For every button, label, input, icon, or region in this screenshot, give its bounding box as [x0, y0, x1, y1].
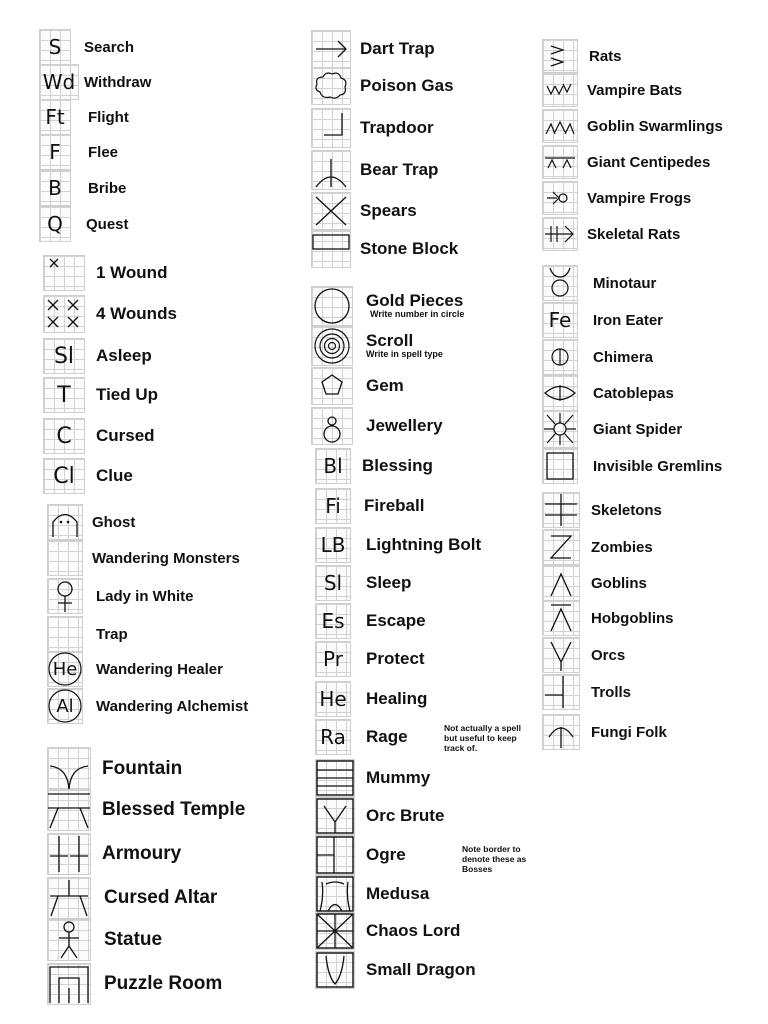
- key-row-4-wounds: [44, 296, 177, 332]
- key-row-fireball: [316, 489, 424, 523]
- key-row-bribe: [40, 171, 126, 205]
- key-row-skeletons: [543, 493, 662, 527]
- hobgoblins-icon: [543, 601, 579, 635]
- key-row-hobgoblins: [543, 601, 674, 635]
- rage-note: Not actually a spell but useful to keep track of.: [444, 723, 521, 753]
- label-scroll: Scroll: [366, 331, 414, 351]
- symbol-cell blank-grid: [48, 617, 82, 651]
- label-trolls: Trolls: [591, 683, 632, 701]
- skel-rats-icon: [543, 218, 577, 250]
- symbol-text: Wd: [42, 70, 76, 94]
- label-statue: Statue: [104, 929, 163, 950]
- dart-icon: [312, 31, 350, 67]
- symbol-cell: [44, 256, 84, 290]
- symbol-cell: [316, 528, 350, 562]
- temple-icon: [48, 790, 90, 830]
- label-armoury: Armoury: [102, 843, 182, 864]
- key-row-rats: [543, 40, 622, 72]
- symbol-cell: [44, 378, 84, 412]
- symbol-cell blank-grid: [48, 541, 82, 575]
- key-row-wandering-alchemist: [48, 689, 248, 723]
- key-row-blessed-temple: [48, 790, 245, 830]
- chimera-icon: [543, 340, 577, 374]
- symbol-cell: [543, 40, 577, 72]
- key-row-gem: [312, 368, 404, 404]
- key-row-minotaur: [543, 266, 656, 300]
- label-ghost: Ghost: [92, 513, 136, 531]
- label-giant-centipedes: Giant Centipedes: [587, 153, 711, 171]
- key-row-vampire-bats: [543, 74, 682, 106]
- symbol-cell: [44, 419, 84, 453]
- key-row-1-wound: [44, 256, 167, 290]
- symbol-cell: [316, 798, 354, 834]
- symbol-cell: [312, 408, 352, 444]
- key-row-protect: [316, 642, 425, 676]
- label-hobgoblins: Hobgoblins: [591, 609, 674, 627]
- label-zombies: Zombies: [591, 538, 653, 556]
- key-row-dart-trap: [312, 31, 435, 67]
- square-icon: [543, 449, 577, 483]
- symbol-cell: [316, 566, 350, 600]
- label-protect: Protect: [366, 649, 425, 668]
- swarm-icon: [543, 110, 577, 142]
- label-healing: Healing: [366, 689, 428, 708]
- symbol-cell: [312, 68, 350, 104]
- symbol-cell: [316, 913, 354, 949]
- symbol-cell: [312, 193, 350, 229]
- key-row-cursed: [44, 419, 155, 453]
- key-row-escape: [316, 604, 426, 638]
- symbol-cell: [543, 566, 579, 600]
- symbol-cell: [312, 231, 350, 267]
- key-row-flee: [40, 135, 118, 169]
- key-row-asleep: [44, 339, 152, 373]
- x-icon: [44, 256, 84, 290]
- key-row-withdraw: [40, 65, 151, 99]
- key-row-medusa: [316, 876, 429, 912]
- label-4-wounds: 4 Wounds: [96, 304, 177, 323]
- symbol-cell: [316, 682, 350, 716]
- dragon-icon: [316, 952, 354, 988]
- symbol-cell: [40, 171, 70, 205]
- trolls-icon: [543, 675, 579, 709]
- symbol-text: S: [48, 35, 62, 59]
- label-bear-trap: Bear Trap: [360, 160, 439, 179]
- label-1-wound: 1 Wound: [96, 263, 168, 282]
- symbol-cell: [316, 952, 354, 988]
- minotaur-icon: [543, 266, 577, 300]
- key-row-goblins: [543, 566, 647, 600]
- symbol-cell: [543, 411, 577, 447]
- key-row-catoblepas: [543, 376, 674, 410]
- scroll-label-group: [366, 332, 443, 359]
- key-row-jewellery: [312, 408, 443, 444]
- key-row-wandering-monsters: [48, 541, 240, 575]
- symbol-cell: [316, 449, 350, 483]
- key-row-sleep: [316, 566, 411, 600]
- symbol-cell: [48, 505, 82, 539]
- symbol-cell: [316, 720, 350, 754]
- label-orcs: Orcs: [591, 646, 626, 664]
- goblins-icon: [543, 566, 579, 600]
- label-bribe: Bribe: [88, 179, 127, 197]
- symbol-text: Ft: [45, 105, 65, 129]
- female-icon: [48, 579, 82, 613]
- key-row-fungi-folk: [543, 715, 667, 749]
- note-gold-pieces: Write number in circle: [370, 309, 465, 320]
- key-row-statue: [48, 920, 162, 960]
- label-asleep: Asleep: [96, 346, 152, 365]
- gem-icon: [312, 368, 352, 404]
- key-row-iron-eater: [543, 303, 663, 337]
- label-wandering-alchemist: Wandering Alchemist: [96, 697, 249, 715]
- symbol-cell: [543, 110, 577, 142]
- symbol-cell: [543, 493, 579, 527]
- key-row-small-dragon: [316, 952, 476, 988]
- trapdoor-icon: [312, 109, 350, 147]
- spiral-icon: [312, 327, 352, 365]
- symbol-cell: [44, 296, 84, 332]
- key-row-flight: [40, 100, 129, 134]
- block-icon: [312, 231, 350, 267]
- label-clue: Clue: [96, 466, 133, 485]
- symbol-cell: [48, 878, 90, 918]
- ghost-icon: [48, 505, 82, 539]
- key-row-mummy: [316, 760, 430, 796]
- statue-icon: [48, 920, 90, 960]
- label-goblins: Goblins: [591, 574, 647, 592]
- label-cursed-altar: Cursed Altar: [104, 887, 218, 908]
- label-fireball: Fireball: [364, 496, 425, 515]
- label-vampire-frogs: Vampire Frogs: [587, 189, 692, 207]
- key-row-ghost: [48, 505, 135, 539]
- circle-icon: [312, 287, 352, 325]
- label-ogre: Ogre: [366, 845, 406, 864]
- symbol-cell: [48, 834, 90, 874]
- chaos-icon: [316, 913, 354, 949]
- key-row-poison-gas: [312, 68, 454, 104]
- symbol-cell: [543, 146, 577, 178]
- label-withdraw: Withdraw: [84, 73, 152, 91]
- label-vampire-bats: Vampire Bats: [587, 81, 683, 99]
- key-row-wandering-healer: [48, 652, 223, 686]
- key-row-trolls: [543, 675, 631, 709]
- label-giant-spider: Giant Spider: [593, 420, 683, 438]
- label-small-dragon: Small Dragon: [366, 960, 476, 979]
- altar-icon: [48, 878, 90, 918]
- label-orc-brute: Orc Brute: [366, 806, 445, 825]
- label-sleep: Sleep: [366, 573, 412, 592]
- key-row-rage: [316, 720, 408, 754]
- key-row-orcs: [543, 638, 625, 672]
- rats-icon: [543, 40, 577, 72]
- symbol-text: F: [49, 140, 61, 164]
- symbol-cell: [312, 31, 350, 67]
- label-cursed: Cursed: [96, 426, 155, 445]
- key-row-trapdoor: [312, 109, 434, 147]
- symbol-cell: [316, 876, 354, 912]
- label-poison-gas: Poison Gas: [360, 76, 454, 95]
- label-lady-in-white: Lady in White: [96, 587, 194, 605]
- symbol-cell: [40, 65, 78, 99]
- key-row-vampire-frogs: [543, 182, 691, 214]
- key-row-skeletal-rats: [543, 218, 680, 250]
- symbol-text: Fe: [548, 308, 572, 332]
- medusa-icon: [316, 876, 354, 912]
- label-invisible-gremlins: Invisible Gremlins: [593, 457, 723, 475]
- symbol-cell: [543, 449, 577, 483]
- key-row-chimera: [543, 340, 653, 374]
- symbol-cell: [316, 604, 350, 638]
- label-flee: Flee: [88, 143, 119, 161]
- symbol-cell: [40, 207, 70, 241]
- symbol-cell: [543, 303, 577, 337]
- label-chaos-lord: Chaos Lord: [366, 921, 461, 940]
- symbol-cell: [48, 579, 82, 613]
- key-row-bear-trap: [312, 151, 438, 189]
- key-row-orc-brute: [316, 798, 444, 834]
- label-skeletal-rats: Skeletal Rats: [587, 225, 681, 243]
- note-scroll: Write in spell type: [366, 349, 443, 360]
- symbol-cell: [312, 368, 352, 404]
- key-row-clue: [44, 459, 133, 493]
- label-tied-up: Tied Up: [96, 385, 159, 404]
- symbol-cell: [543, 74, 577, 106]
- symbol-text: He: [52, 658, 78, 680]
- symbol-cell: [48, 652, 82, 686]
- orc-brute-icon: [316, 798, 354, 834]
- symbol-cell: [543, 601, 579, 635]
- label-lightning-bolt: Lightning Bolt: [366, 535, 482, 554]
- fungi-icon: [543, 715, 579, 749]
- spears-icon: [312, 193, 350, 229]
- key-row-giant-centipedes: [543, 146, 710, 178]
- label-flight: Flight: [88, 108, 129, 126]
- key-row-invisible-gremlins: [543, 449, 722, 483]
- symbol-cell: [40, 135, 70, 169]
- symbol-cell: [543, 530, 579, 564]
- label-skeletons: Skeletons: [591, 501, 662, 519]
- key-row-healing: [316, 682, 427, 716]
- symbol-text: Sl: [323, 571, 343, 595]
- symbol-cell: [543, 638, 579, 672]
- symbol-cell: [543, 376, 577, 410]
- symbol-cell: [312, 327, 352, 365]
- symbol-text: C: [56, 423, 72, 449]
- jewellery-icon: [312, 408, 352, 444]
- symbol-cell: [543, 675, 579, 709]
- symbol-cell: [40, 100, 70, 134]
- symbol-text: Fi: [325, 494, 341, 518]
- label-trapdoor: Trapdoor: [360, 118, 434, 137]
- symbol-text: Sl: [53, 343, 75, 369]
- key-row-chaos-lord: [316, 913, 460, 949]
- symbol-cell: [543, 266, 577, 300]
- gold-pieces-label-group: [366, 292, 464, 319]
- symbol-cell: [44, 339, 84, 373]
- label-trap: Trap: [96, 625, 128, 643]
- label-search: Search: [84, 38, 135, 56]
- symbol-text: Cl: [53, 463, 75, 489]
- symbol-cell: [316, 836, 354, 874]
- key-row-trap: [48, 617, 128, 651]
- key-row-goblin-swarmlings: [543, 110, 723, 142]
- symbol-text: T: [57, 382, 71, 408]
- key-row-lightning-bolt: [316, 528, 481, 562]
- key-row-tied-up: [44, 378, 158, 412]
- label-wandering-monsters: Wandering Monsters: [92, 549, 240, 567]
- label-fungi-folk: Fungi Folk: [591, 723, 667, 741]
- symbol-cell: [312, 287, 352, 325]
- key-row-armoury: [48, 834, 181, 874]
- symbol-cell: [316, 489, 350, 523]
- key-row-spears: [312, 193, 417, 229]
- symbol-cell: [44, 459, 84, 493]
- label-quest: Quest: [86, 215, 129, 233]
- label-medusa: Medusa: [366, 884, 430, 903]
- label-spears: Spears: [360, 201, 417, 220]
- four-x-icon: [44, 296, 84, 332]
- frog-icon: [543, 182, 577, 214]
- mummy-icon: [316, 760, 354, 796]
- symbol-cell: [543, 715, 579, 749]
- symbol-cell: [48, 964, 90, 1004]
- label-blessed-temple: Blessed Temple: [102, 799, 246, 820]
- label-fountain: Fountain: [102, 758, 183, 779]
- symbol-cell: [48, 920, 90, 960]
- label-blessing: Blessing: [362, 456, 433, 475]
- symbol-text: B: [48, 176, 62, 200]
- boss-note: Note border to denote these as Bosses: [462, 844, 527, 874]
- spider-icon: [543, 411, 577, 447]
- symbol-cell: [48, 689, 82, 723]
- armoury-icon: [48, 834, 90, 874]
- skeletons-icon: [543, 493, 579, 527]
- label-chimera: Chimera: [593, 348, 654, 366]
- label-gold-pieces: Gold Pieces: [366, 291, 464, 311]
- symbol-cell: [48, 790, 90, 830]
- key-row-quest: [40, 207, 129, 241]
- symbol-text: Al: [56, 695, 74, 717]
- key-row-ogre: [316, 836, 406, 874]
- label-goblin-swarmlings: Goblin Swarmlings: [587, 117, 723, 135]
- bats-icon: [543, 74, 577, 106]
- key-row-giant-spider: [543, 411, 682, 447]
- symbol-text: Ra: [320, 725, 346, 749]
- label-wandering-healer: Wandering Healer: [96, 660, 223, 678]
- label-iron-eater: Iron Eater: [593, 311, 664, 329]
- symbol-cell: [316, 760, 354, 796]
- label-gem: Gem: [366, 376, 404, 395]
- key-row-puzzle-room: [48, 964, 222, 1004]
- puzzle-icon: [48, 964, 90, 1004]
- key-row-zombies: [543, 530, 653, 564]
- label-catoblepas: Catoblepas: [593, 384, 674, 402]
- cloud-icon: [312, 68, 350, 104]
- fountain-icon: [48, 748, 90, 790]
- beartrap-icon: [312, 151, 350, 189]
- symbol-text: Bl: [323, 454, 343, 478]
- eye-icon: [543, 376, 577, 410]
- label-rats: Rats: [589, 47, 622, 65]
- label-escape: Escape: [366, 611, 426, 630]
- symbol-text: He: [319, 687, 347, 711]
- symbol-cell: [316, 642, 350, 676]
- symbol-cell: [40, 30, 70, 64]
- key-row-fountain: [48, 748, 182, 790]
- key-row-lady-in-white: [48, 579, 194, 613]
- key-row-blessing: [316, 449, 433, 483]
- symbol-cell: [48, 748, 90, 790]
- label-jewellery: Jewellery: [366, 416, 443, 435]
- orcs-icon: [543, 638, 579, 672]
- symbol-cell: [312, 151, 350, 189]
- key-row-search: [40, 30, 134, 64]
- symbol-text: Q: [47, 212, 63, 236]
- label-rage: Rage: [366, 727, 408, 746]
- centipede-icon: [543, 146, 577, 178]
- label-puzzle-room: Puzzle Room: [104, 973, 223, 994]
- key-row-cursed-altar: [48, 878, 217, 918]
- symbol-text: LB: [320, 533, 346, 557]
- symbol-cell: [543, 218, 577, 250]
- z-icon: [543, 530, 579, 564]
- label-minotaur: Minotaur: [593, 274, 657, 292]
- label-stone-block: Stone Block: [360, 239, 459, 258]
- key-row-scroll: [312, 327, 443, 365]
- symbol-cell: [543, 182, 577, 214]
- label-dart-trap: Dart Trap: [360, 39, 435, 58]
- key-row-gold-pieces: [312, 287, 464, 325]
- key-row-stone-block: [312, 231, 458, 267]
- label-mummy: Mummy: [366, 768, 431, 787]
- symbol-text: Es: [321, 609, 345, 633]
- symbol-cell: [312, 109, 350, 147]
- ogre-icon: [316, 836, 354, 874]
- symbol-cell: [543, 340, 577, 374]
- symbol-text: Pr: [323, 647, 343, 671]
